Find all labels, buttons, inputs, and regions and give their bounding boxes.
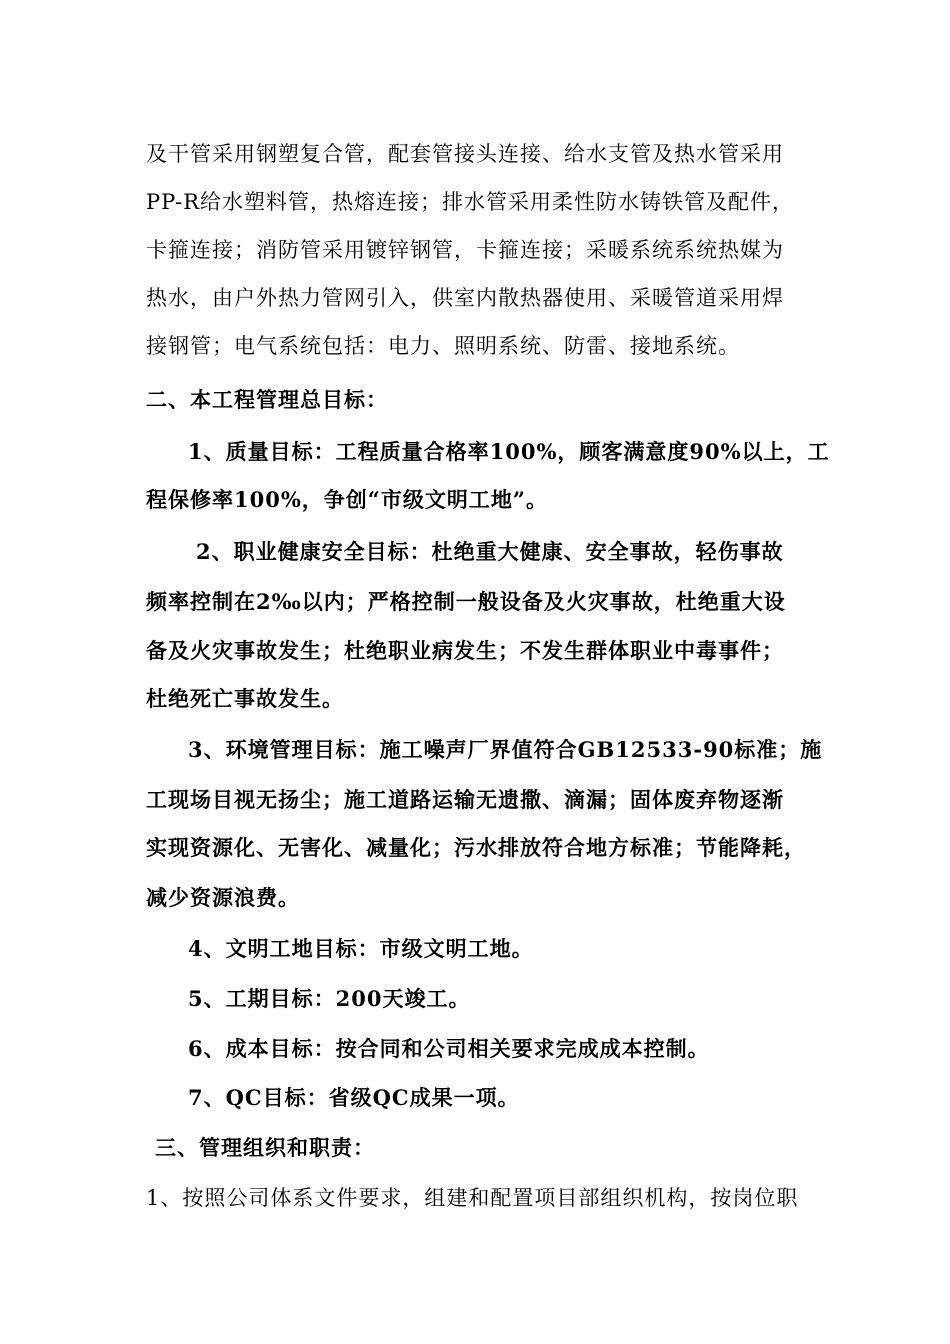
intro-line-3: 卡箍连接；消防管采用镀锌钢管，卡箍连接；采暖系统系统热媒为 <box>146 238 784 262</box>
intro-line-5: 接钢管；电气系统包括：电力、照明系统、防雷、接地系统。 <box>146 334 740 358</box>
goal-1-line-2: 程保修率100%，争创“市级文明工地”。 <box>146 487 548 512</box>
intro-line-1: 及干管采用钢塑复合管，配套管接头连接、给水支管及热水管采用 <box>146 142 784 166</box>
goal-2-line-4: 杜绝死亡事故发生。 <box>146 686 344 711</box>
goal-2-line-2: 频率控制在2‰以内；严格控制一般设备及火灾事故，杜绝重大设 <box>146 589 786 614</box>
goal-3-line-3: 实现资源化、无害化、减量化；污水排放符合地方标准；节能降耗， <box>146 835 806 860</box>
goal-6: 6、成本目标：按合同和公司相关要求完成成本控制。 <box>188 1036 710 1061</box>
goal-2-line-3: 备及火灾事故发生；杜绝职业病发生；不发生群体职业中毒事件； <box>146 638 784 663</box>
goal-5: 5、工期目标：200天竣工。 <box>188 986 471 1011</box>
intro-line-2: PP-R给水塑料管，热熔连接；排水管采用柔性防水铸铁管及配件， <box>146 190 795 214</box>
section-3-title: 三、管理组织和职责： <box>155 1135 375 1160</box>
goal-3-line-4: 减少资源浪费。 <box>146 885 300 910</box>
section-2-title: 二、本工程管理总目标： <box>146 387 388 412</box>
intro-line-4: 热水，由户外热力管网引入，供室内散热器使用、采暖管道采用焊 <box>146 286 784 310</box>
goal-7: 7、QC目标：省级QC成果一项。 <box>188 1085 520 1110</box>
goal-4: 4、文明工地目标：市级文明工地。 <box>188 936 534 961</box>
goal-2-line-1: 2、职业健康安全目标：杜绝重大健康、安全事故，轻伤事故 <box>196 539 784 564</box>
section-3-item-1-line-1: 1、按照公司体系文件要求，组建和配置项目部组织机构，按岗位职 <box>146 1186 799 1210</box>
goal-1-line-1: 1、质量目标：工程质量合格率100%，顾客满意度90%以上，工 <box>188 439 830 464</box>
goal-3-line-2: 工现场目视无扬尘；施工道路运输无遗撒、滴漏；固体废弃物逐渐 <box>146 787 784 812</box>
goal-3-line-1: 3、环境管理目标：施工噪声厂界值符合GB12533-90标准；施 <box>188 737 823 762</box>
